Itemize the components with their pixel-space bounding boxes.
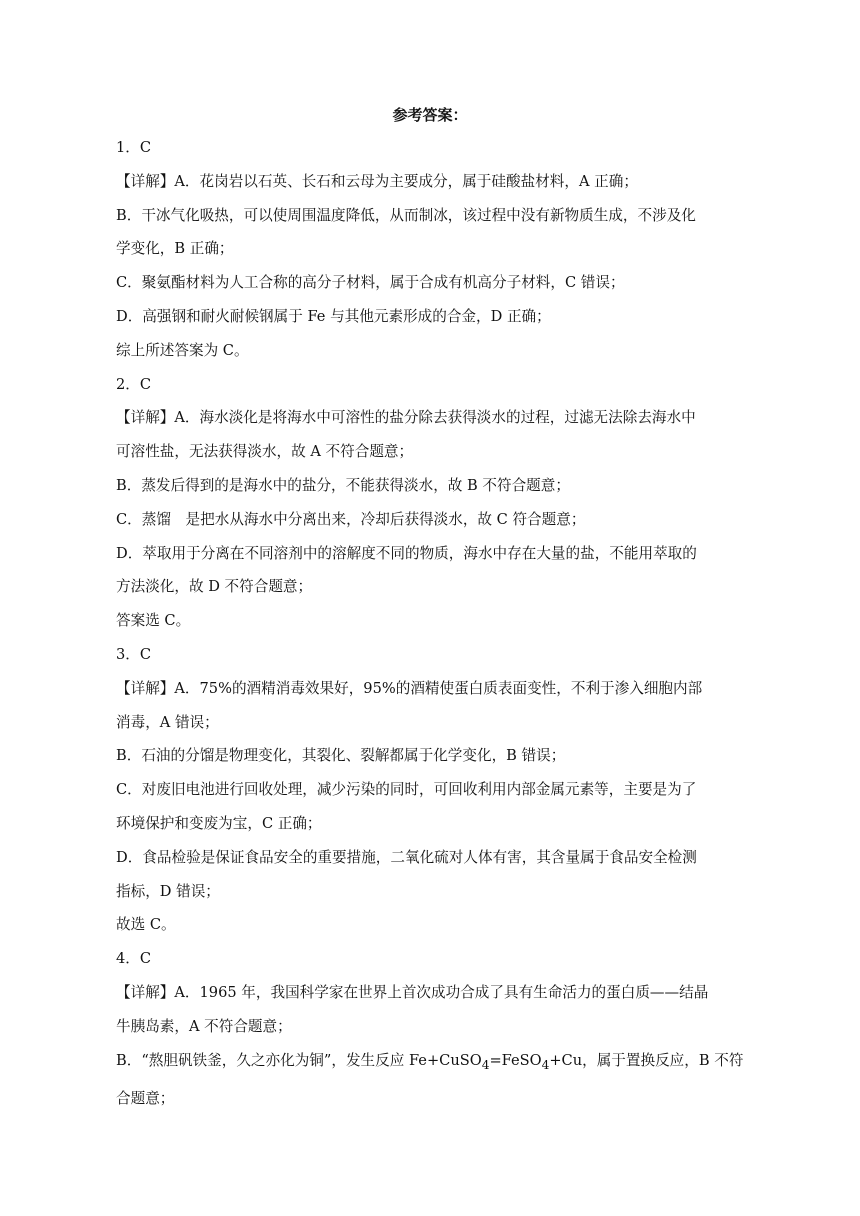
answer-line: C．对废旧电池进行回收处理，减少污染的同时，可回收利用内部金属元素等，主要是为了 [116, 781, 697, 799]
answer-line-equation [116, 1044, 744, 1083]
answer-line: D．食品检验是保证食品安全的重要措施，二氧化硫对人体有害，其含量属于食品安全检测 [116, 848, 697, 866]
answer-line: 【详解】A．1965 年，我国科学家在世界上首次成功合成了具有生命活力的蛋白质——结晶 [116, 983, 709, 1001]
answer-line: 1．C [116, 139, 152, 156]
answer-line: B．蒸发后得到的是海水中的盐分，不能获得淡水，故 B 不符合题意； [116, 476, 570, 494]
answer-line: C．聚氨酯材料为人工合称的高分子材料，属于合成有机高分子材料，C 错误； [116, 274, 625, 292]
answer-line: 方法淡化，故 D 不符合题意； [116, 578, 313, 596]
answer-content [116, 131, 744, 1116]
answer-line: 【详解】A．75%的酒精消毒效果好，95%的酒精使蛋白质表面变性，不利于渗入细胞内部 [116, 679, 703, 697]
answer-line: 3．C [116, 645, 152, 663]
answer-line: 可溶性盐，无法获得淡水，故 A 不符合题意； [116, 443, 414, 461]
page-title: 参考答案： [392, 106, 468, 124]
answer-line: 指标，D 错误； [116, 882, 220, 900]
answer-line: 答案选 C。 [116, 612, 191, 630]
answer-line: 牛胰岛素，A 不符合题意； [116, 1017, 292, 1035]
answer-line: 学变化，B 正确； [116, 240, 234, 258]
answer-line: 故选 C。 [116, 916, 176, 934]
equation-subscript: 4 [481, 1057, 490, 1072]
equation-subscript: 4 [541, 1057, 550, 1072]
answer-line: 环境保护和变废为宝，C 正确； [116, 814, 322, 832]
answer-line: D．高强钢和耐火耐候钢属于 Fe 与其他元素形成的合金，D 正确； [116, 307, 551, 325]
equation-text-before: B．“熬胆矾铁釜，久之亦化为铜”，发生反应 Fe+CuSO [116, 1051, 482, 1069]
equation-text-middle: =FeSO [489, 1051, 542, 1069]
answer-line: 2．C [116, 375, 152, 393]
answer-line: D．萃取用于分离在不同溶剂中的溶解度不同的物质，海水中存在大量的盐，不能用萃取的 [116, 544, 697, 562]
equation-text-after: +Cu，属于置换反应，B 不符 [549, 1051, 744, 1069]
answer-line: 4．C [116, 950, 152, 968]
answer-line: 消毒，A 错误； [116, 713, 219, 731]
answer-line: 合题意； [116, 1090, 175, 1108]
answer-line: B．干冰气化吸热，可以使周围温度降低，从而制冰，该过程中没有新物质生成，不涉及化 [116, 206, 696, 224]
answer-line: B．石油的分馏是物理变化，其裂化、裂解都属于化学变化，B 错误； [116, 747, 566, 765]
answer-line: 【详解】A．花岗岩以石英、长石和云母为主要成分，属于硅酸盐材料，A 正确； [116, 172, 638, 190]
answer-line: 综上所述答案为 C。 [116, 341, 249, 359]
answer-line: C．蒸馏 是把水从海水中分离出来，冷却后获得淡水，故 C 符合题意； [116, 510, 586, 528]
answer-line: 【详解】A．海水淡化是将海水中可溶性的盐分除去获得淡水的过程，过滤无法除去海水中 [116, 409, 696, 427]
